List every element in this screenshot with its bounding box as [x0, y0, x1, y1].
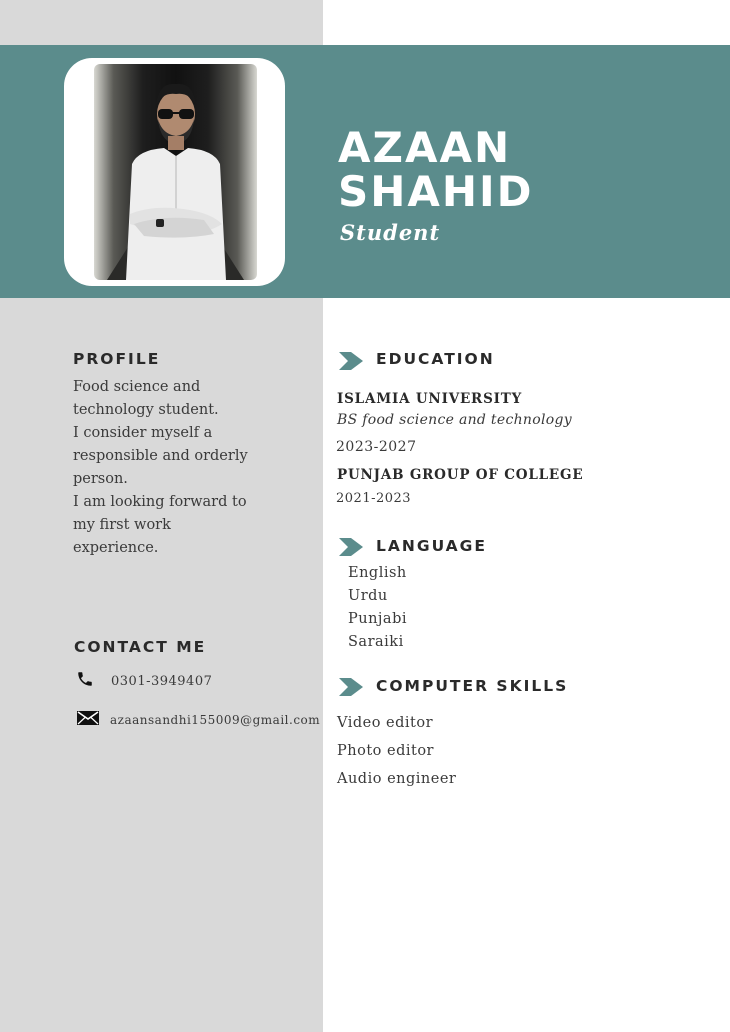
education-years: 2021-2023: [336, 491, 412, 506]
chevron-right-icon: [339, 678, 363, 696]
profile-line: technology student.: [73, 402, 219, 418]
list-item: Urdu: [348, 588, 388, 604]
first-name: AZAAN: [338, 123, 512, 172]
list-item: Audio engineer: [337, 771, 457, 787]
contact-phone: [76, 670, 212, 692]
profile-heading: PROFILE: [73, 350, 161, 368]
chevron-right-icon: [339, 538, 363, 556]
computer-skills-list: [337, 709, 456, 793]
computer-skills-heading: COMPUTER SKILLS: [376, 677, 569, 695]
profile-text: [73, 376, 273, 560]
list-item: Saraiki: [348, 634, 404, 650]
email-address[interactable]: azaansandhi155009@gmail.com: [110, 713, 321, 727]
profile-photo-frame: [64, 58, 285, 286]
profile-line: responsible and orderly: [73, 448, 248, 464]
profile-line: I am looking forward to: [73, 494, 247, 510]
profile-line: experience.: [73, 540, 159, 556]
phone-number[interactable]: 0301-3949407: [111, 673, 213, 689]
profile-photo: [94, 64, 257, 280]
profile-line: I consider myself a: [73, 425, 213, 441]
education-institution: PUNJAB GROUP OF COLLEGE: [337, 467, 584, 483]
contact-heading: CONTACT ME: [74, 638, 207, 656]
language-list: [348, 562, 407, 654]
list-item: Photo editor: [337, 743, 434, 759]
list-item: Punjabi: [348, 611, 407, 627]
language-heading: LANGUAGE: [376, 537, 487, 555]
education-years: 2023-2027: [336, 439, 417, 455]
profile-line: person.: [73, 471, 128, 487]
education-degree: BS food science and technology: [337, 412, 572, 428]
phone-icon: [76, 670, 111, 692]
list-item: Video editor: [337, 715, 434, 731]
chevron-right-icon: [339, 352, 363, 370]
envelope-icon: [76, 709, 110, 731]
profile-line: my first work: [73, 517, 171, 533]
contact-email: [76, 709, 320, 731]
full-name: [338, 123, 534, 216]
list-item: English: [348, 565, 407, 581]
last-name: SHAHID: [338, 167, 534, 216]
profile-line: Food science and: [73, 379, 201, 395]
job-title: Student: [340, 220, 441, 245]
education-heading: EDUCATION: [376, 350, 495, 368]
education-institution: ISLAMIA UNIVERSITY: [337, 391, 523, 407]
